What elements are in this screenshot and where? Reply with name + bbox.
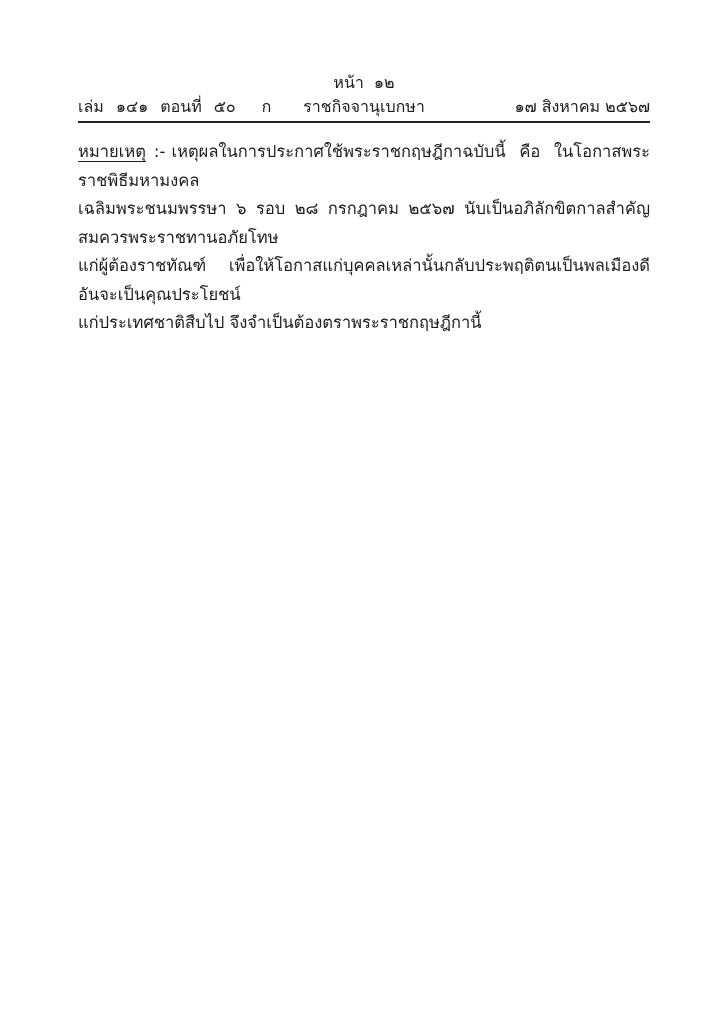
part-label: ตอนที่ [160, 97, 202, 116]
publication-date: ๑๗ สิงหาคม ๒๕๖๗ [514, 97, 650, 116]
note-separator: :- [153, 142, 166, 161]
page-number: ๑๒ [373, 73, 395, 92]
part-number: ๕๐ [213, 97, 236, 116]
header-rule [78, 121, 650, 123]
note-line-1-text: เหตุผลในการประกาศใช้พระราชกฤษฎีกาฉบับนี้ คือ ในโอกาสพระราชพิธีมหามงคล [78, 142, 650, 190]
note-line-1 [78, 138, 650, 195]
gazette-header-row [78, 95, 650, 118]
note-line-2: เฉลิมพระชนมพรรษา ๖ รอบ ๒๘ กรกฎาคม ๒๕๖๗ นับเป็นอภิลักขิตกาลสำคัญ สมควรพระราชทานอภัยโทษ [78, 199, 650, 247]
page-label: หน้า [333, 73, 364, 92]
gazette-title: ราชกิจจานุเบกษา [303, 97, 425, 116]
section-letter: ก [261, 97, 272, 116]
volume-part-info [78, 95, 271, 118]
page-number-line [78, 72, 650, 94]
page-content [78, 72, 650, 338]
note-line-4: แก่ประเทศชาติสืบไป จึงจำเป็นต้องตราพระราชกฤษฎีกานี้ [78, 313, 482, 332]
note-line-3: แก่ผู้ต้องราชทัณฑ์ เพื่อให้โอกาสแก่บุคคลเหล่านั้นกลับประพฤติตนเป็นพลเมืองดี อันจะเป็นคุณประโยชน์ [78, 256, 650, 304]
note-paragraph [78, 138, 650, 338]
volume-label: เล่ม [78, 97, 104, 116]
volume-number: ๑๔๑ [115, 97, 149, 116]
note-label: หมายเหตุ [78, 142, 146, 161]
